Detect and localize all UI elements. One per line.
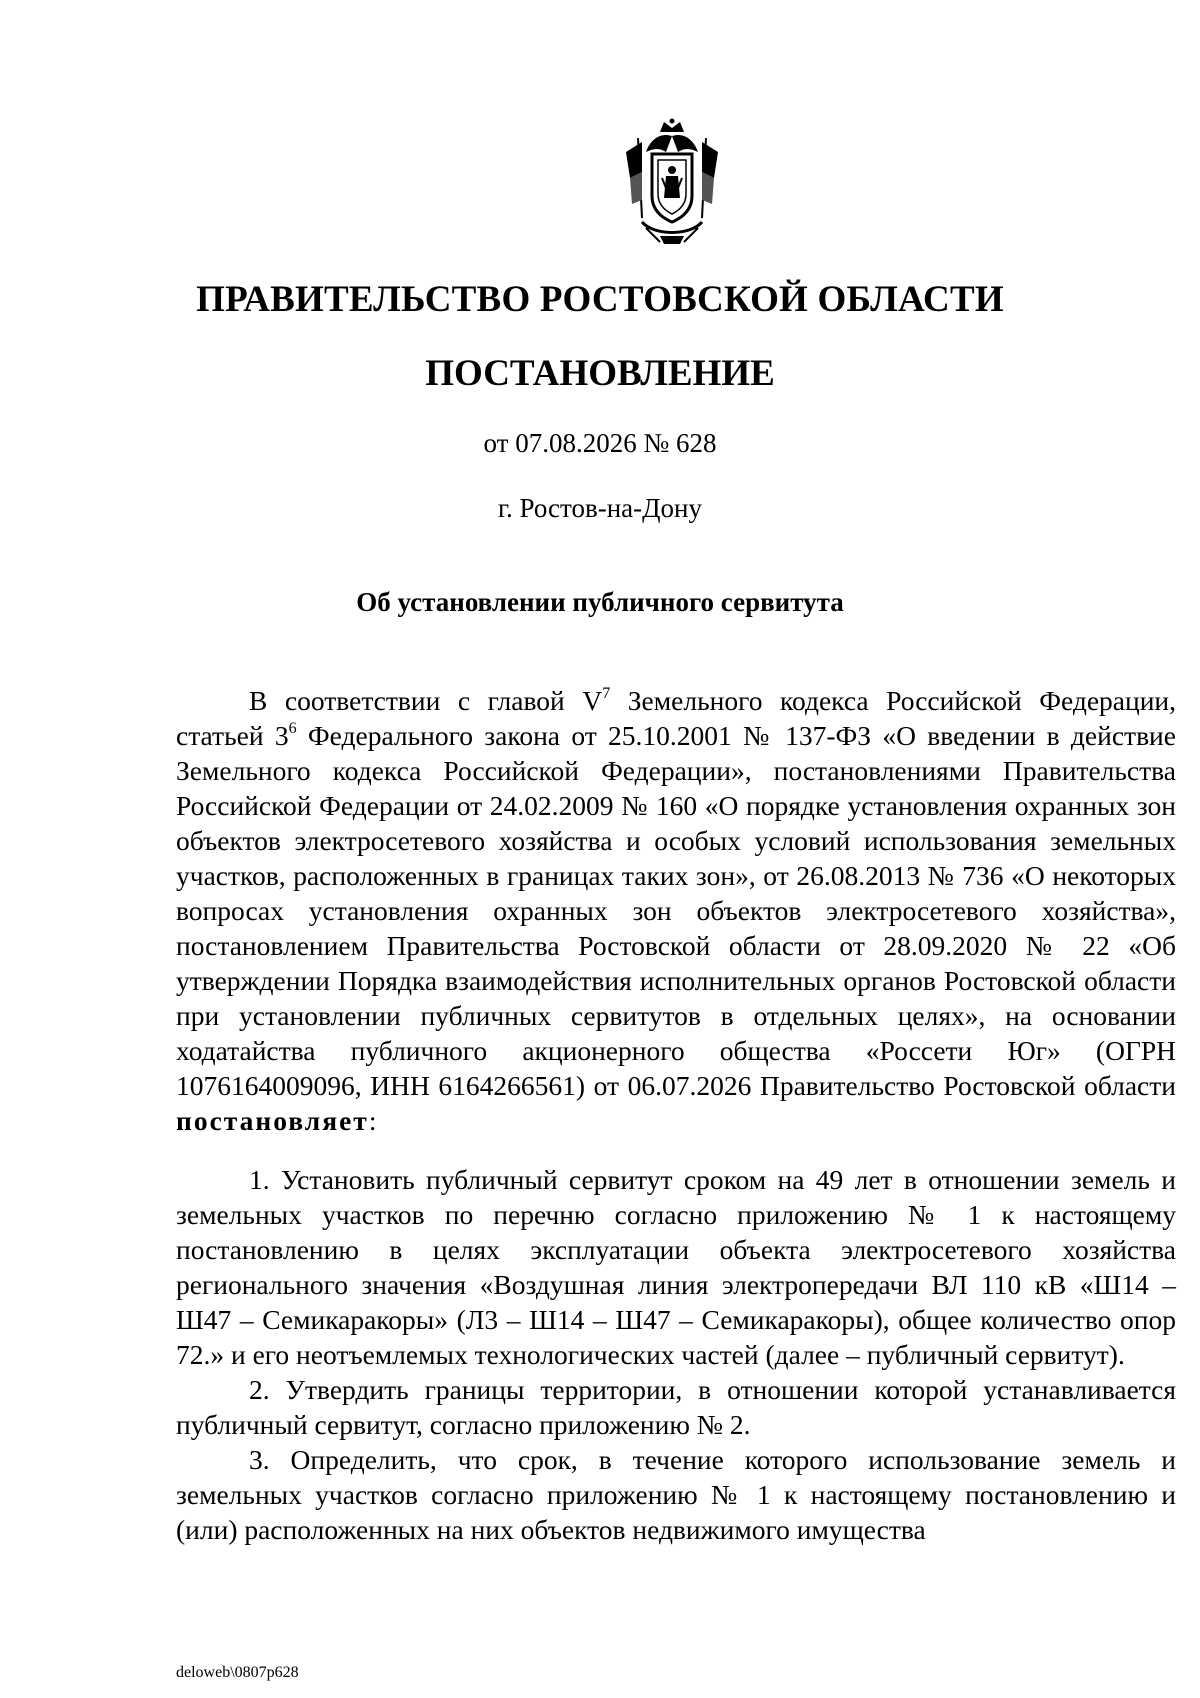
document-subject: Об установлении публичного сервитута — [356, 587, 844, 617]
document-body — [176, 683, 1176, 1547]
article-superscript: 6 — [288, 720, 297, 737]
item-3: 3. Определить, что срок, в течение которого использование земель и земельных участков согласно приложению № 1 к настоящему постановлению и (или) расположенных на них объектов недвижимого имущества — [176, 1444, 1176, 1545]
government-title: ПРАВИТЕЛЬСТВО РОСТОВСКОЙ ОБЛАСТИ — [196, 279, 1004, 320]
document-type: ПОСТАНОВЛЕНИЕ — [425, 353, 775, 394]
document-city: г. Ростов-на-Дону — [497, 493, 702, 523]
preamble-paragraph — [176, 683, 1176, 1138]
preamble-text-2: Земельного кодекса Российской Федерации, статьей 3 — [176, 685, 1177, 751]
preamble-text-1: В соответствии с главой V — [249, 685, 603, 716]
document-date-number: от 07.08.2026 № 628 — [483, 428, 717, 458]
preamble-text-3: Федерального закона от 25.10.2001 № 137-ФЗ «О введении в действие Земельного кодекса Российской Федерации», постановлениями Правительства Российской Федерации от 24.02.2009 № 160 «О порядке установления охранных зон объектов электросетевого хозяйства и особых условий использования земельных участков, расположенных в границах таких зон», от 26.08.2013 № 736 «О некоторых вопросах установления охранных зон объектов электросетевого хозяйства», постановлением Правительства Ростовской области от 28.09.2020 № 22 «Об утверждении Порядка взаимодействия исполнительных органов Ростовской области при установлении публичных сервитутов в отдельных целях», на основании ходатайства публичного акционерного общества «Россети Юг» (ОГРН 1076164009096, ИНН 6164266561) от 06.07.2026 Правительство Ростовской области — [176, 720, 1176, 1101]
chapter-superscript: 7 — [602, 685, 611, 702]
decree-colon: : — [368, 1105, 377, 1136]
item-1: 1. Установить публичный сервитут сроком на 49 лет в отношении земель и земельных участков по перечню согласно приложению № 1 к настоящему постановлению в целях эксплуатации объекта электросетевого хозяйства регионального значения «Воздушная линия электропередачи ВЛ 110 кВ «Ш14 – Ш47 – Семикаракоры» (Л3 – Ш14 – Ш47 – Семикаракоры), общее количество опор 72.» и его неотъемлемых технологических частей (далее – публичный сервитут). — [176, 1164, 1176, 1370]
decree-word: постановляет — [176, 1105, 369, 1136]
item-2: 2. Утвердить границы территории, в отношении которой устанавливается публичный сервитут, согласно приложению № 2. — [176, 1374, 1176, 1440]
coat-of-arms-icon — [620, 118, 724, 246]
file-reference: deloweb\0807p628 — [176, 1664, 299, 1681]
